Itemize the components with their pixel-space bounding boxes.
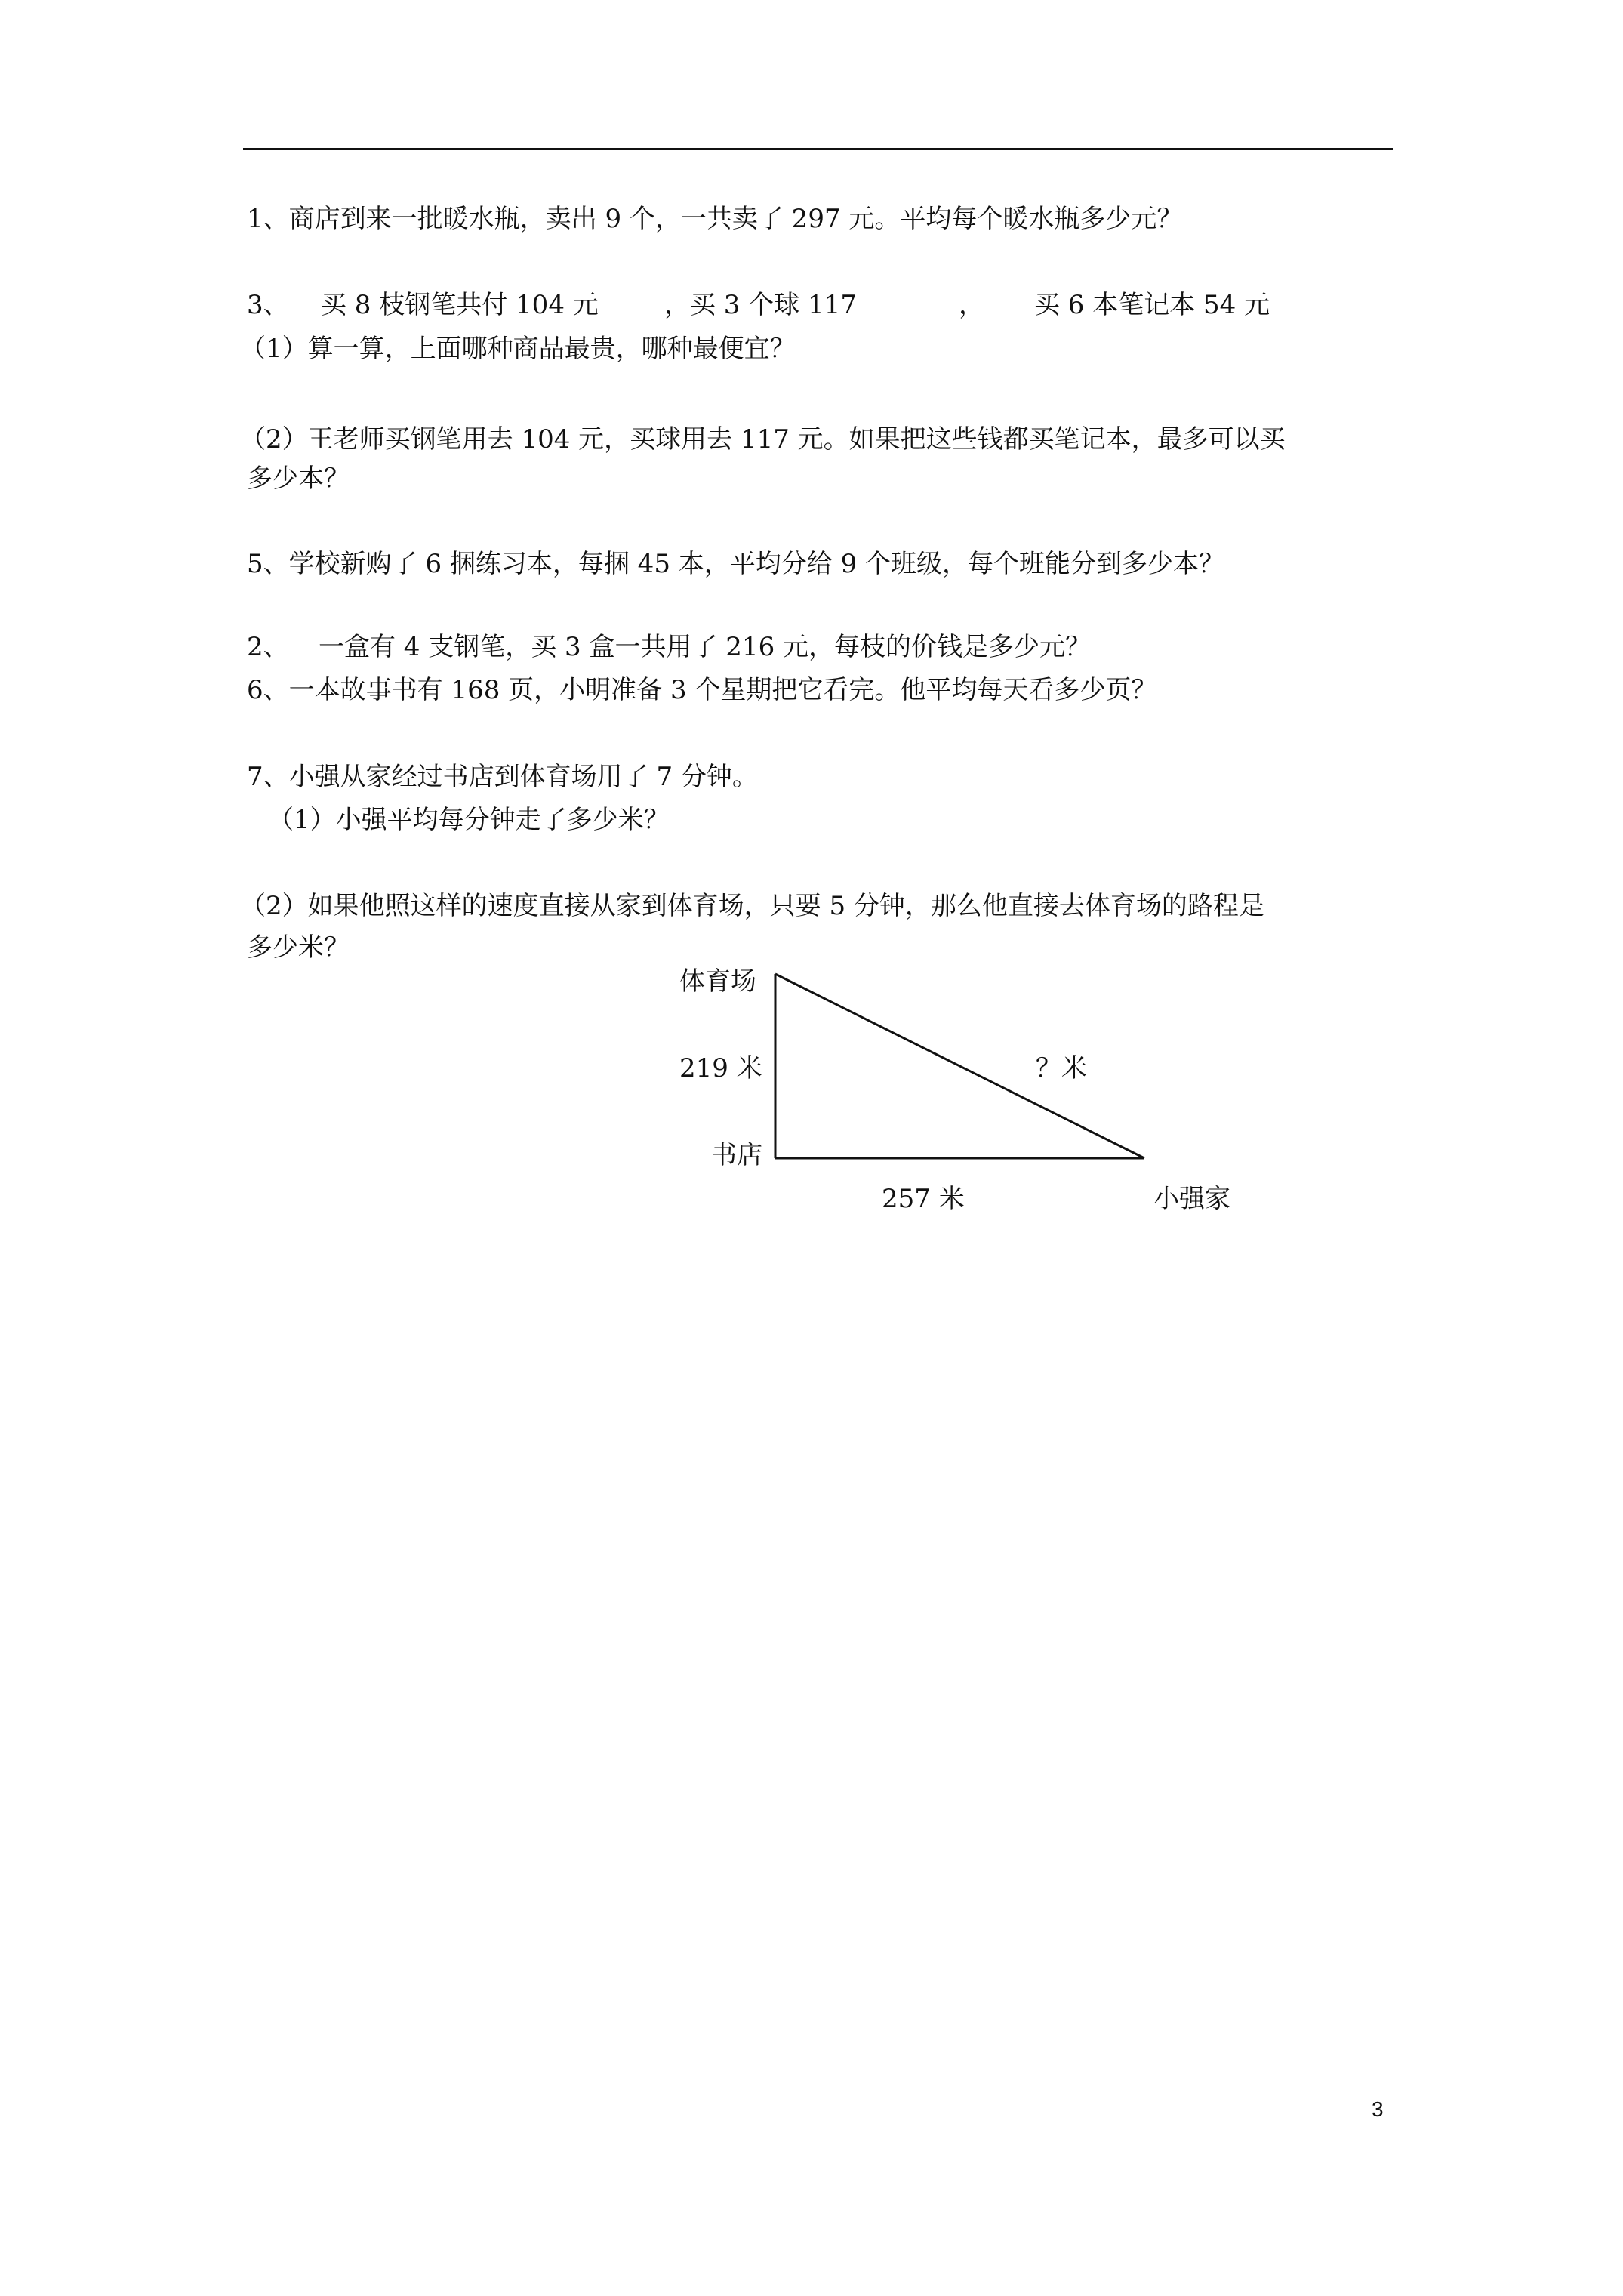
question-3-sub-2-line-1: （2）王老师买钢笔用去 104 元，买球用去 117 元。如果把这些钱都买笔记本，最多可以买 — [240, 424, 1286, 455]
route-triangle-diagram — [664, 959, 1268, 1246]
hypotenuse-label: ？米 — [1036, 1053, 1087, 1083]
question-3-item-notebooks: 买 6 本笔记本 54 元 — [1034, 290, 1270, 320]
question-3-item-balls: ，买 3 个球 117 — [664, 290, 857, 320]
question-7-sub-2-line-2: 多少米？ — [247, 932, 350, 963]
question-3-sub-1: （1）算一算，上面哪种商品最贵，哪种最便宜？ — [240, 334, 796, 364]
question-5: 5、学校新购了 6 捆练习本，每捆 45 本，平均分给 9 个班级，每个班能分到多少本？ — [247, 549, 1225, 579]
question-1: 1、商店到来一批暖水瓶，卖出 9 个，一共卖了 297 元。平均每个暖水瓶多少元？ — [247, 204, 1183, 234]
horizontal-side-label: 257 米 — [882, 1184, 965, 1214]
home-label: 小强家 — [1153, 1184, 1230, 1214]
triangle-hypotenuse — [775, 974, 1144, 1158]
stadium-label: 体育场 — [679, 966, 756, 997]
header-rule — [243, 148, 1393, 150]
vertical-side-label: 219 米 — [679, 1053, 762, 1083]
question-7-stem: 7、小强从家经过书店到体育场用了 7 分钟。 — [247, 762, 758, 792]
question-3-number: 3、 — [247, 290, 289, 320]
page-number: 3 — [1372, 2097, 1384, 2121]
bookstore-label: 书店 — [711, 1140, 762, 1170]
question-2-number: 2、 — [247, 632, 289, 662]
question-3-separator: ， — [959, 290, 984, 320]
question-3-item-pens: 买 8 枝钢笔共付 104 元 — [321, 290, 599, 320]
question-7-sub-2-line-1: （2）如果他照这样的速度直接从家到体育场，只要 5 分钟，那么他直接去体育场的路程是 — [240, 891, 1264, 921]
question-6: 6、一本故事书有 168 页，小明准备 3 个星期把它看完。他平均每天看多少页？ — [247, 675, 1157, 705]
question-2-text: 一盒有 4 支钢笔，买 3 盒一共用了 216 元，每枝的价钱是多少元？ — [319, 632, 1092, 662]
question-7-sub-1: （1）小强平均每分钟走了多少米？ — [268, 805, 670, 835]
question-3-sub-2-line-2: 多少本？ — [247, 464, 350, 494]
